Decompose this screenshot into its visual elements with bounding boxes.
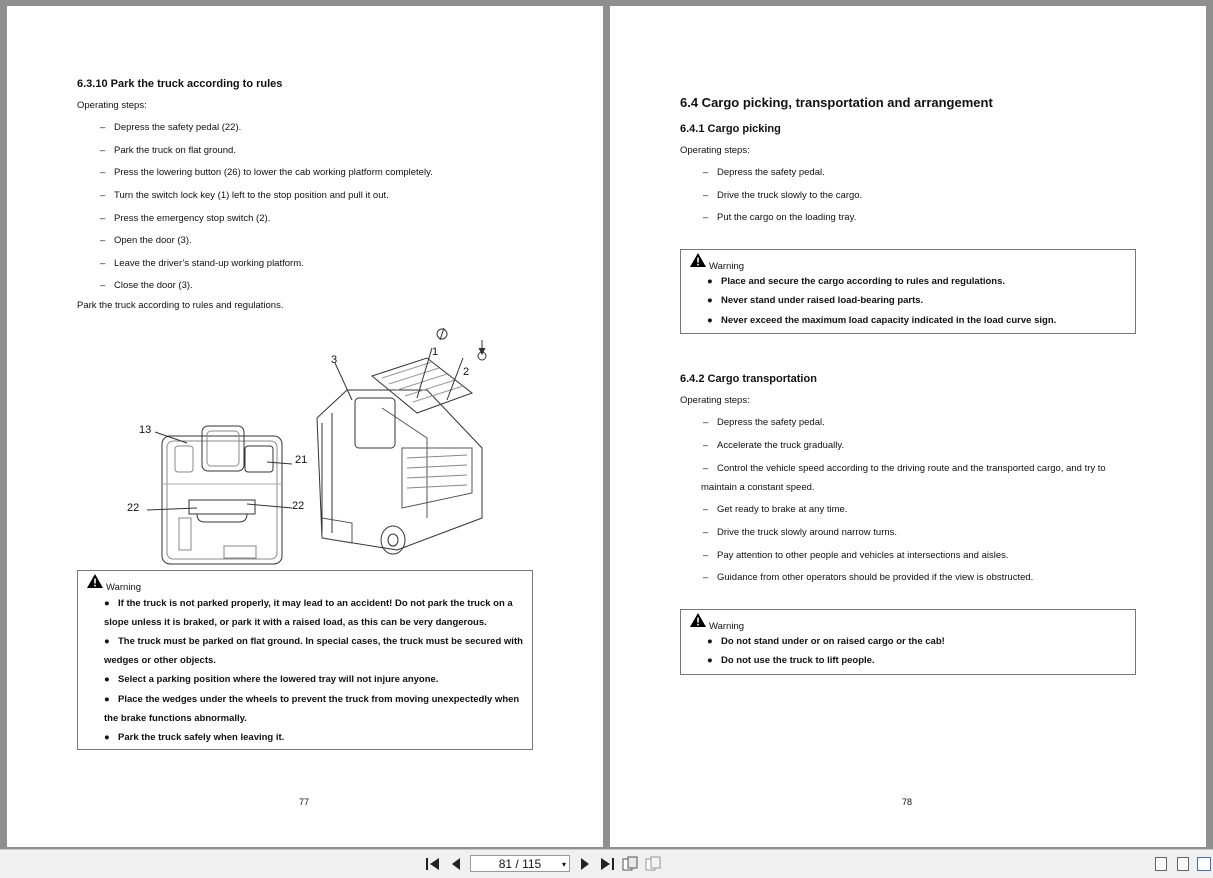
- warning-item: ● Park the truck safely when leaving it.: [104, 732, 285, 743]
- page-77: [7, 6, 603, 847]
- warning-item: ● Place the wedges under the wheels to prevent the truck from moving unexpectedly when: [104, 694, 520, 705]
- warning-item-cont: the brake functions abnormally.: [104, 713, 247, 724]
- step-item: – Accelerate the truck gradually.: [703, 440, 845, 451]
- step-item: – Guidance from other operators should be provided if the view is obstructed.: [703, 572, 1034, 583]
- step-item: – Park the truck on flat ground.: [100, 145, 236, 156]
- page-number: 77: [299, 797, 310, 807]
- step-item: – Drive the truck slowly around narrow turns.: [703, 527, 898, 538]
- first-page-icon[interactable]: [426, 858, 440, 870]
- warning-title: Warning: [709, 261, 745, 272]
- step-item: – Depress the safety pedal.: [703, 167, 825, 178]
- step-item: – Press the emergency stop switch (2).: [100, 213, 271, 224]
- warning-title: Warning: [709, 621, 745, 632]
- step-item: – Drive the truck slowly to the cargo.: [703, 190, 863, 201]
- warning-item: ● Place and secure the cargo according to rules and regulations.: [707, 276, 1006, 287]
- viewer-toolbar: [0, 849, 1213, 878]
- step-item: – Put the cargo on the loading tray.: [703, 212, 857, 223]
- section-heading: 6.4 Cargo picking, transportation and arrangement: [680, 95, 993, 110]
- warning-item: ● Do not stand under or on raised cargo or the cab!: [707, 636, 945, 647]
- last-page-icon[interactable]: [600, 858, 614, 870]
- subsection-heading: 6.4.2 Cargo transportation: [680, 373, 817, 385]
- step-item: – Turn the switch lock key (1) left to the stop position and pull it out.: [100, 190, 389, 201]
- warning-item: ● Never exceed the maximum load capacity indicated in the load curve sign.: [707, 315, 1057, 326]
- callout-13: 13: [139, 424, 152, 436]
- warning-icon: [690, 613, 706, 627]
- step-item: – Get ready to brake at any time.: [703, 504, 848, 515]
- warning-icon: [690, 253, 706, 267]
- warning-item: ● The truck must be parked on flat ground. In special cases, the truck must be secured with: [104, 636, 523, 647]
- step-item: – Close the door (3).: [100, 280, 193, 291]
- page-78: [610, 6, 1206, 847]
- callout-1: 1: [432, 346, 439, 358]
- step-item: – Depress the safety pedal (22).: [100, 122, 242, 133]
- step-item: – Press the lowering button (26) to lower the cab working platform completely.: [100, 167, 433, 178]
- step-item: – Open the door (3).: [100, 235, 192, 246]
- two-page-view-icon[interactable]: [1197, 857, 1211, 871]
- page-number: 78: [902, 797, 913, 807]
- warning-box: [77, 570, 533, 750]
- callout-22-left: 22: [127, 502, 140, 514]
- step-item: – Depress the safety pedal.: [703, 417, 825, 428]
- chevron-down-icon[interactable]: ▾: [561, 860, 566, 869]
- warning-title: Warning: [106, 582, 142, 593]
- callout-22-right: 22: [292, 500, 305, 512]
- step-item: – Control the vehicle speed according to the driving route and the transported cargo, and try to: [703, 463, 1106, 474]
- step-item-cont: maintain a constant speed.: [701, 482, 815, 493]
- operating-steps-label: Operating steps:: [680, 145, 750, 156]
- warning-item-cont: wedges or other objects.: [104, 655, 216, 666]
- warning-icon: [87, 574, 103, 588]
- callout-21: 21: [295, 454, 308, 466]
- operating-steps-label: Operating steps:: [77, 100, 147, 111]
- prev-page-icon[interactable]: [451, 858, 461, 870]
- callout-2: 2: [463, 366, 470, 378]
- page-number-field[interactable]: 81 / 115 ▾: [470, 855, 570, 872]
- fit-icon[interactable]: [645, 856, 661, 872]
- rotate-icon[interactable]: [622, 856, 638, 872]
- warning-box: [680, 609, 1136, 675]
- step-item: – Leave the driver’s stand-up working platform.: [100, 258, 304, 269]
- warning-item: ● Select a parking position where the lowered tray will not injure anyone.: [104, 674, 439, 685]
- continuous-view-icon[interactable]: [1177, 857, 1189, 871]
- single-page-view-icon[interactable]: [1155, 857, 1167, 871]
- next-page-icon[interactable]: [580, 858, 590, 870]
- warning-box: [680, 249, 1136, 334]
- callout-3: 3: [331, 354, 338, 366]
- closing-line: Park the truck according to rules and regulations.: [77, 300, 284, 311]
- warning-item: ● Do not use the truck to lift people.: [707, 655, 875, 666]
- operating-steps-label: Operating steps:: [680, 395, 750, 406]
- warning-item: ● Never stand under raised load-bearing parts.: [707, 295, 924, 306]
- warning-item: ● If the truck is not parked properly, it may lead to an accident! Do not park the truck on a: [104, 598, 513, 609]
- subsection-heading: 6.4.1 Cargo picking: [680, 123, 781, 135]
- warning-item-cont: slope unless it is braked, or park it with a raised load, as this can be very dangerous.: [104, 617, 487, 628]
- truck-figure: [127, 318, 487, 568]
- section-heading: 6.3.10 Park the truck according to rules: [77, 78, 283, 90]
- step-item: – Pay attention to other people and vehicles at intersections and aisles.: [703, 550, 1009, 561]
